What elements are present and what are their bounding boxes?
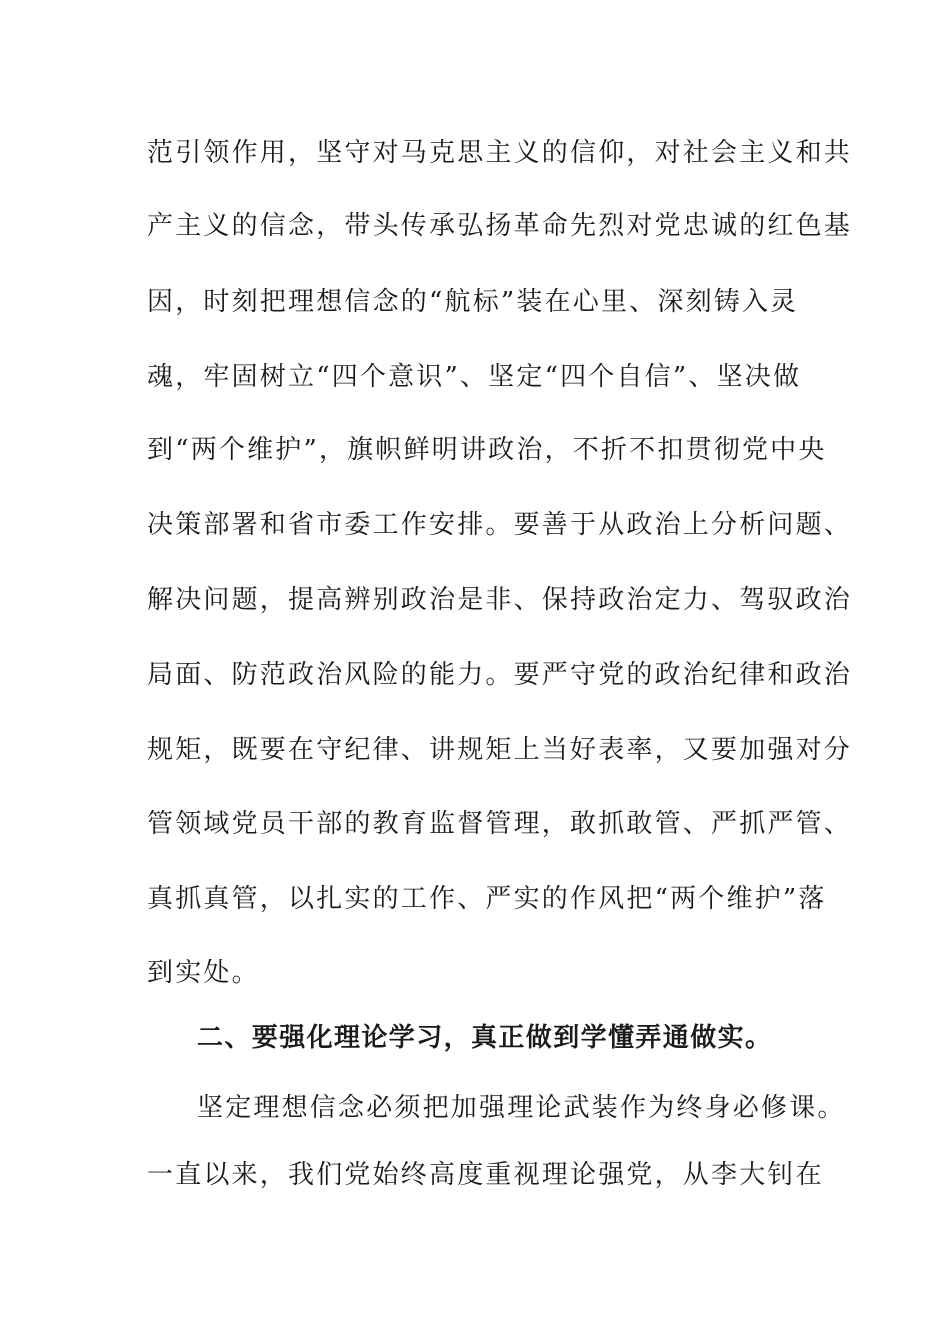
paragraph-line: 真抓真管，以扎实的工作、严实的作风把“两个维护”落 [147, 884, 827, 914]
paragraph-line: 到“两个维护”，旗帜鲜明讲政治，不折不扣贯彻党中央 [147, 435, 827, 465]
paragraph-line: 规矩，既要在守纪律、讲规矩上当好表率，又要加强对分 [147, 735, 853, 765]
paragraph-line: 因，时刻把理想信念的“航标”装在心里、深刻铸入灵 [147, 287, 799, 317]
paragraph-line: 局面、防范政治风险的能力。要严守党的政治纪律和政治 [147, 660, 853, 690]
paragraph-line: 决策部署和省市委工作安排。要善于从政治上分析问题、 [147, 510, 853, 540]
paragraph-line: 解决问题，提高辨别政治是非、保持政治定力、驾驭政治 [147, 585, 853, 615]
paragraph-line: 魂，牢固树立“四个意识”、坚定“四个自信”、坚决做 [147, 362, 802, 392]
paragraph-line: 范引领作用，坚守对马克思主义的信仰，对社会主义和共 [147, 138, 853, 168]
paragraph-line: 一直以来，我们党始终高度重视理论强党，从李大钊在 [147, 1160, 824, 1190]
section-heading: 二、要强化理论学习，真正做到学懂弄通做实。 [197, 1023, 773, 1053]
paragraph-line: 产主义的信念，带头传承弘扬革命先烈对党忠诚的红色基 [147, 211, 853, 241]
paragraph-line: 坚定理想信念必须把加强理论武装作为终身必修课。 [197, 1093, 846, 1123]
paragraph-line: 到实处。 [147, 958, 260, 988]
paragraph-line: 管领域党员干部的教育监督管理，敢抓敢管、严抓严管、 [147, 809, 853, 839]
